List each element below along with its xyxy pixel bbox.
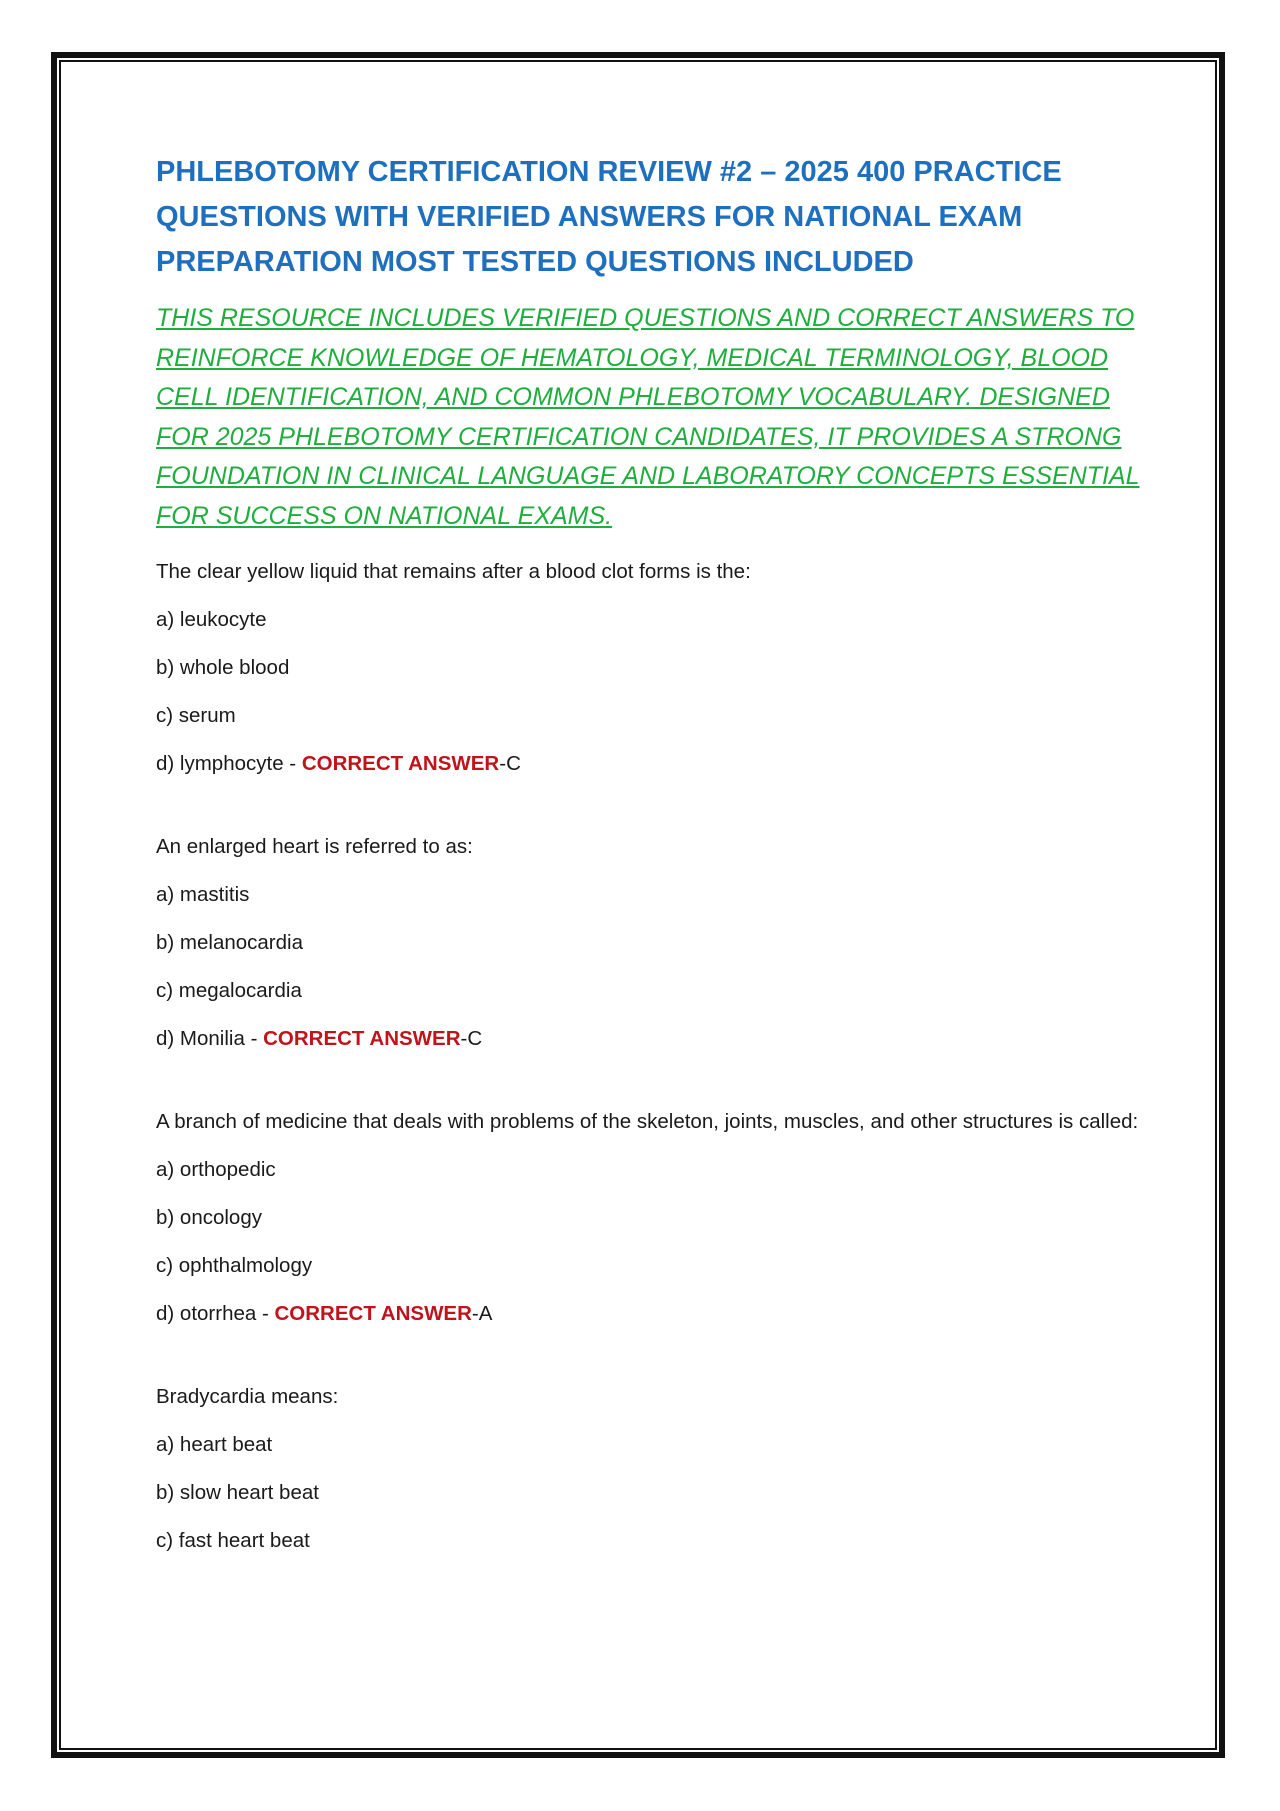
correct-answer-label: CORRECT ANSWER xyxy=(274,1302,472,1325)
question-block xyxy=(156,556,1146,779)
question-list xyxy=(156,556,1146,1556)
question-text: An enlarged heart is referred to as: xyxy=(156,835,473,858)
answer-separator: - xyxy=(283,752,302,775)
answer-option: d) Monilia xyxy=(156,1027,245,1050)
answer-option-with-key xyxy=(156,1298,1146,1329)
answer-prefix: - xyxy=(471,1302,479,1325)
question-block xyxy=(156,831,1146,1054)
document-title: PHLEBOTOMY CERTIFICATION REVIEW #2 – 2025 400 PRACTICE QUESTIONS WITH VERIFIED ANSWERS FOR NATIONAL EXAM PREPARATION MOST TESTED QUESTIONS INCLUDED xyxy=(156,156,1062,278)
correct-answer-label: CORRECT ANSWER xyxy=(301,752,500,775)
correct-answer-letter: C xyxy=(467,1027,483,1050)
question-text: A branch of medicine that deals with problems of the skeleton, joints, muscles, and other structures is called: xyxy=(156,1110,1139,1133)
answer-separator: - xyxy=(244,1027,264,1050)
answer-option: a) leukocyte xyxy=(156,608,267,631)
question-block xyxy=(156,1106,1146,1329)
answer-prefix: - xyxy=(460,1027,468,1050)
question-block xyxy=(156,1381,1146,1556)
answer-option-with-key xyxy=(156,1023,1146,1054)
answer-option: a) heart beat xyxy=(156,1433,273,1456)
question-text: Bradycardia means: xyxy=(156,1385,339,1408)
answer-option: c) megalocardia xyxy=(156,979,302,1002)
answer-option: b) whole blood xyxy=(156,656,290,679)
correct-answer-label: CORRECT ANSWER xyxy=(263,1027,461,1050)
question-text: The clear yellow liquid that remains after a blood clot forms is the: xyxy=(156,560,751,583)
answer-option: a) mastitis xyxy=(156,883,250,906)
document-content xyxy=(156,150,1146,1556)
answer-option-with-key xyxy=(156,748,1146,779)
answer-option: c) serum xyxy=(156,704,236,727)
answer-option: b) slow heart beat xyxy=(156,1481,319,1504)
document-intro: THIS RESOURCE INCLUDES VERIFIED QUESTIONS AND CORRECT ANSWERS TO REINFORCE KNOWLEDGE OF HEMATOLOGY, MEDICAL TERMINOLOGY, BLOOD CELL IDENTIFICATION, AND COMMON PHLEBOTOMY VOCABULARY. DESIGNED FOR 2025 PHLEBOTOMY CERTIFICATION CANDIDATES, IT PROVIDES A STRONG FOUNDATION IN CLINICAL LANGUAGE AND LABORATORY CONCEPTS ESSENTIAL FOR SUCCESS ON NATIONAL EXAMS. xyxy=(156,304,1140,530)
answer-option: d) otorrhea xyxy=(156,1302,257,1325)
answer-option: c) fast heart beat xyxy=(156,1529,310,1552)
answer-option: d) lymphocyte xyxy=(156,752,284,775)
correct-answer-letter: C xyxy=(506,752,521,775)
answer-prefix: - xyxy=(499,752,507,775)
answer-option: b) melanocardia xyxy=(156,931,303,954)
answer-option: c) ophthalmology xyxy=(156,1254,313,1277)
answer-option: b) oncology xyxy=(156,1206,262,1229)
answer-separator: - xyxy=(256,1302,275,1325)
correct-answer-letter: A xyxy=(478,1302,493,1325)
answer-option: a) orthopedic xyxy=(156,1158,276,1181)
